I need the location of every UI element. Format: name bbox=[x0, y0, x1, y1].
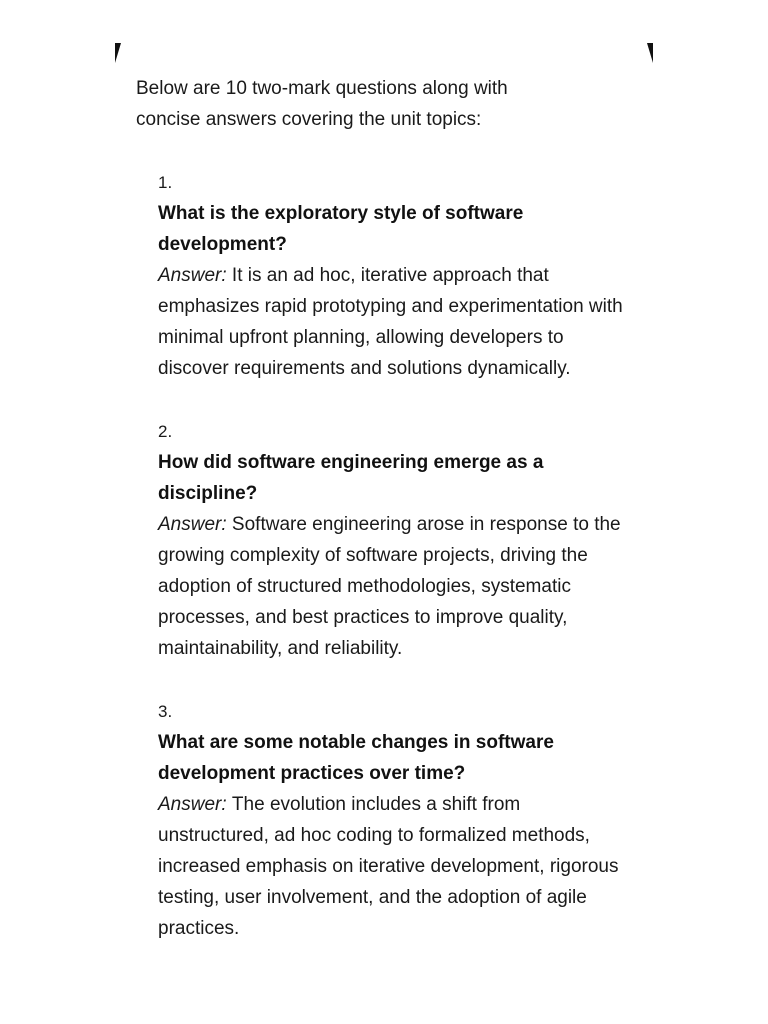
answer-text: The evolution includes a shift from unstructured, ad hoc coding to formalized methods, increased emphasis on iterative development, rigorous testing, user involvement, and the adoption of agile practices. bbox=[158, 794, 619, 939]
question-item bbox=[158, 416, 636, 664]
question-text: What is the exploratory style of software development? bbox=[158, 203, 524, 255]
question-number: 2. bbox=[158, 422, 173, 441]
document-page bbox=[136, 73, 636, 944]
question-item bbox=[158, 167, 636, 384]
answer-label: Answer: bbox=[158, 794, 232, 815]
page-corner-top-right bbox=[647, 43, 653, 63]
question-number: 1. bbox=[158, 173, 173, 192]
question-text: How did software engineering emerge as a discipline? bbox=[158, 452, 544, 504]
question-text: What are some notable changes in software development practices over time? bbox=[158, 732, 554, 784]
answer-label: Answer: bbox=[158, 514, 232, 535]
answer-text: Software engineering arose in response to the growing complexity of software projects, driving the adoption of structured methodologies, systematic processes, and best practices to improve quality, maintainability, and reliability. bbox=[158, 514, 621, 659]
intro-spacer bbox=[136, 135, 636, 167]
question-list bbox=[136, 167, 636, 944]
intro-paragraph: Below are 10 two-mark questions along with concise answers covering the unit topics: bbox=[136, 78, 508, 130]
question-item bbox=[158, 696, 636, 944]
answer-label: Answer: bbox=[158, 265, 232, 286]
answer-text: It is an ad hoc, iterative approach that emphasizes rapid prototyping and experimentation with minimal upfront planning, allowing developers to discover requirements and solutions dynamically. bbox=[158, 265, 623, 379]
question-number: 3. bbox=[158, 702, 173, 721]
page-corner-top-left bbox=[115, 43, 121, 63]
